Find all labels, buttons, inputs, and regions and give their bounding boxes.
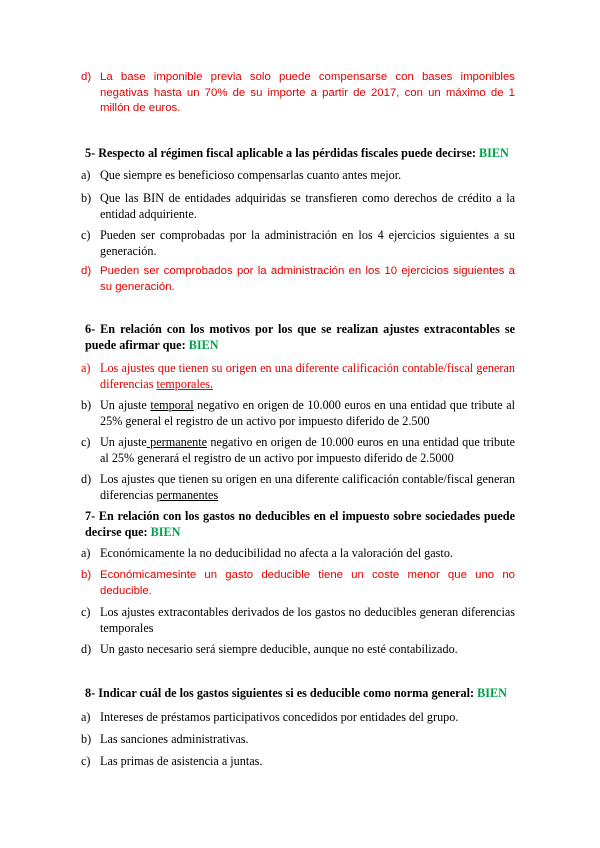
bien-label: BIEN (477, 686, 507, 700)
option-text: Que las BIN de entidades adquiridas se transfieren como derechos de crédito a la entidad adquiriente. (100, 191, 515, 221)
option-text: Los ajustes que tienen su origen en una diferente calificación contable/fiscal generan diferencias permanentes (100, 472, 515, 502)
q6-option-a: a) Los ajustes que tienen su origen en una diferente calificación contable/fiscal generan diferencias temporales. (81, 361, 515, 391)
q8-option-a: a) Intereses de préstamos participativos concedidos por entidades del grupo. (81, 710, 459, 724)
q6-option-b: b) Un ajuste temporal negativo en origen de 10.000 euros en una entidad que tribute al 25% general el registro de un activo por impuesto diferido de 2.500 (81, 398, 515, 428)
q7-option-b: b) Económicamesinte un gasto deducible tiene un coste menor que uno no deducible. (81, 569, 515, 597)
option-text: Un ajuste temporal negativo en origen de 10.000 euros en una entidad que tribute al 25% general el registro de un activo por impuesto diferido de 2.500 (100, 398, 515, 428)
option-text: Que siempre es beneficioso compensarlas cuanto antes mejor. (100, 168, 402, 182)
option-text: La base imponible previa solo puede compensarse con bases imponibles negativas hasta un 70% de su importe a partir de 2017, con un máximo de 1 millón de euros. (100, 71, 515, 114)
bien-label: BIEN (150, 524, 181, 539)
question-6-title: 6- En relación con los motivos por los que se realizan ajustes extracontables se puede afirmar que: BIEN (85, 322, 515, 352)
option-text: Los ajustes que tienen su origen en una diferente calificación contable/fiscal generan diferencias temporales. (100, 361, 515, 391)
bien-label: BIEN (188, 337, 219, 352)
q7-option-c: c) Los ajustes extracontables derivados de los gastos no deducibles generan diferencias temporales (81, 605, 515, 635)
q6-option-c: c) Un ajuste permanente negativo en origen de 10.000 euros en una entidad que tribute al 25% generará el registro de un activo por impuesto diferido de 2.5000 (81, 435, 516, 465)
option-d-prev: d) La base imponible previa solo puede compensarse con bases imponibles negativas hasta un 70% de su importe a partir de 2017, con un máximo de 1 millón de euros. (81, 71, 515, 114)
option-text: Las primas de asistencia a juntas. (100, 754, 263, 768)
q8-option-c: c) Las primas de asistencia a juntas. (81, 754, 263, 768)
option-text: Económicamente la no deducibilidad no afecta a la valoración del gasto. (100, 546, 453, 560)
question-7-title: 7- En relación con los gastos no deducibles en el impuesto sobre sociedades puede decirse que: BIEN (85, 509, 515, 539)
q6-option-d: d) Los ajustes que tienen su origen en una diferente calificación contable/fiscal generan diferencias permanentes (81, 472, 515, 502)
q5-option-c: c) Pueden ser comprobadas por la administración en los 4 ejercicios siguientes a su generación. (81, 228, 515, 258)
option-text: Un ajuste permanente negativo en origen de 10.000 euros en una entidad que tribute al 25% generará el registro de un activo por impuesto diferido de 2.5000 (100, 435, 516, 465)
q8-option-b: b) Las sanciones administrativas. (81, 732, 249, 746)
q7-option-d: d) Un gasto necesario será siempre deducible, aunque no esté contabilizado. (81, 642, 458, 656)
q5-option-b: b) Que las BIN de entidades adquiridas se transfieren como derechos de crédito a la entidad adquiriente. (81, 191, 515, 221)
option-text: Intereses de préstamos participativos concedidos por entidades del grupo. (100, 710, 459, 724)
option-text: Pueden ser comprobados por la administración en los 10 ejercicios siguientes a su generación. (100, 265, 515, 293)
question-5-title: 5- Respecto al régimen fiscal aplicable a las pérdidas fiscales puede decirse: BIEN (85, 146, 509, 160)
q7-option-a: a) Económicamente la no deducibilidad no afecta a la valoración del gasto. (81, 546, 453, 560)
q5-option-a: a) Que siempre es beneficioso compensarlas cuanto antes mejor. (81, 168, 402, 182)
option-text: Los ajustes extracontables derivados de los gastos no deducibles generan diferencias temporales (100, 605, 515, 635)
option-text: Pueden ser comprobadas por la administración en los 4 ejercicios siguientes a su generación. (100, 228, 515, 258)
option-text: Un gasto necesario será siempre deducible, aunque no esté contabilizado. (100, 642, 458, 656)
option-text: Económicamesinte un gasto deducible tiene un coste menor que uno no deducible. (100, 569, 515, 597)
option-text: Las sanciones administrativas. (100, 732, 249, 746)
question-8-title: 8- Indicar cuál de los gastos siguientes si es deducible como norma general: BIEN (85, 686, 507, 700)
q5-option-d: d) Pueden ser comprobados por la administración en los 10 ejercicios siguientes a su generación. (81, 265, 515, 293)
bien-label: BIEN (479, 146, 509, 160)
